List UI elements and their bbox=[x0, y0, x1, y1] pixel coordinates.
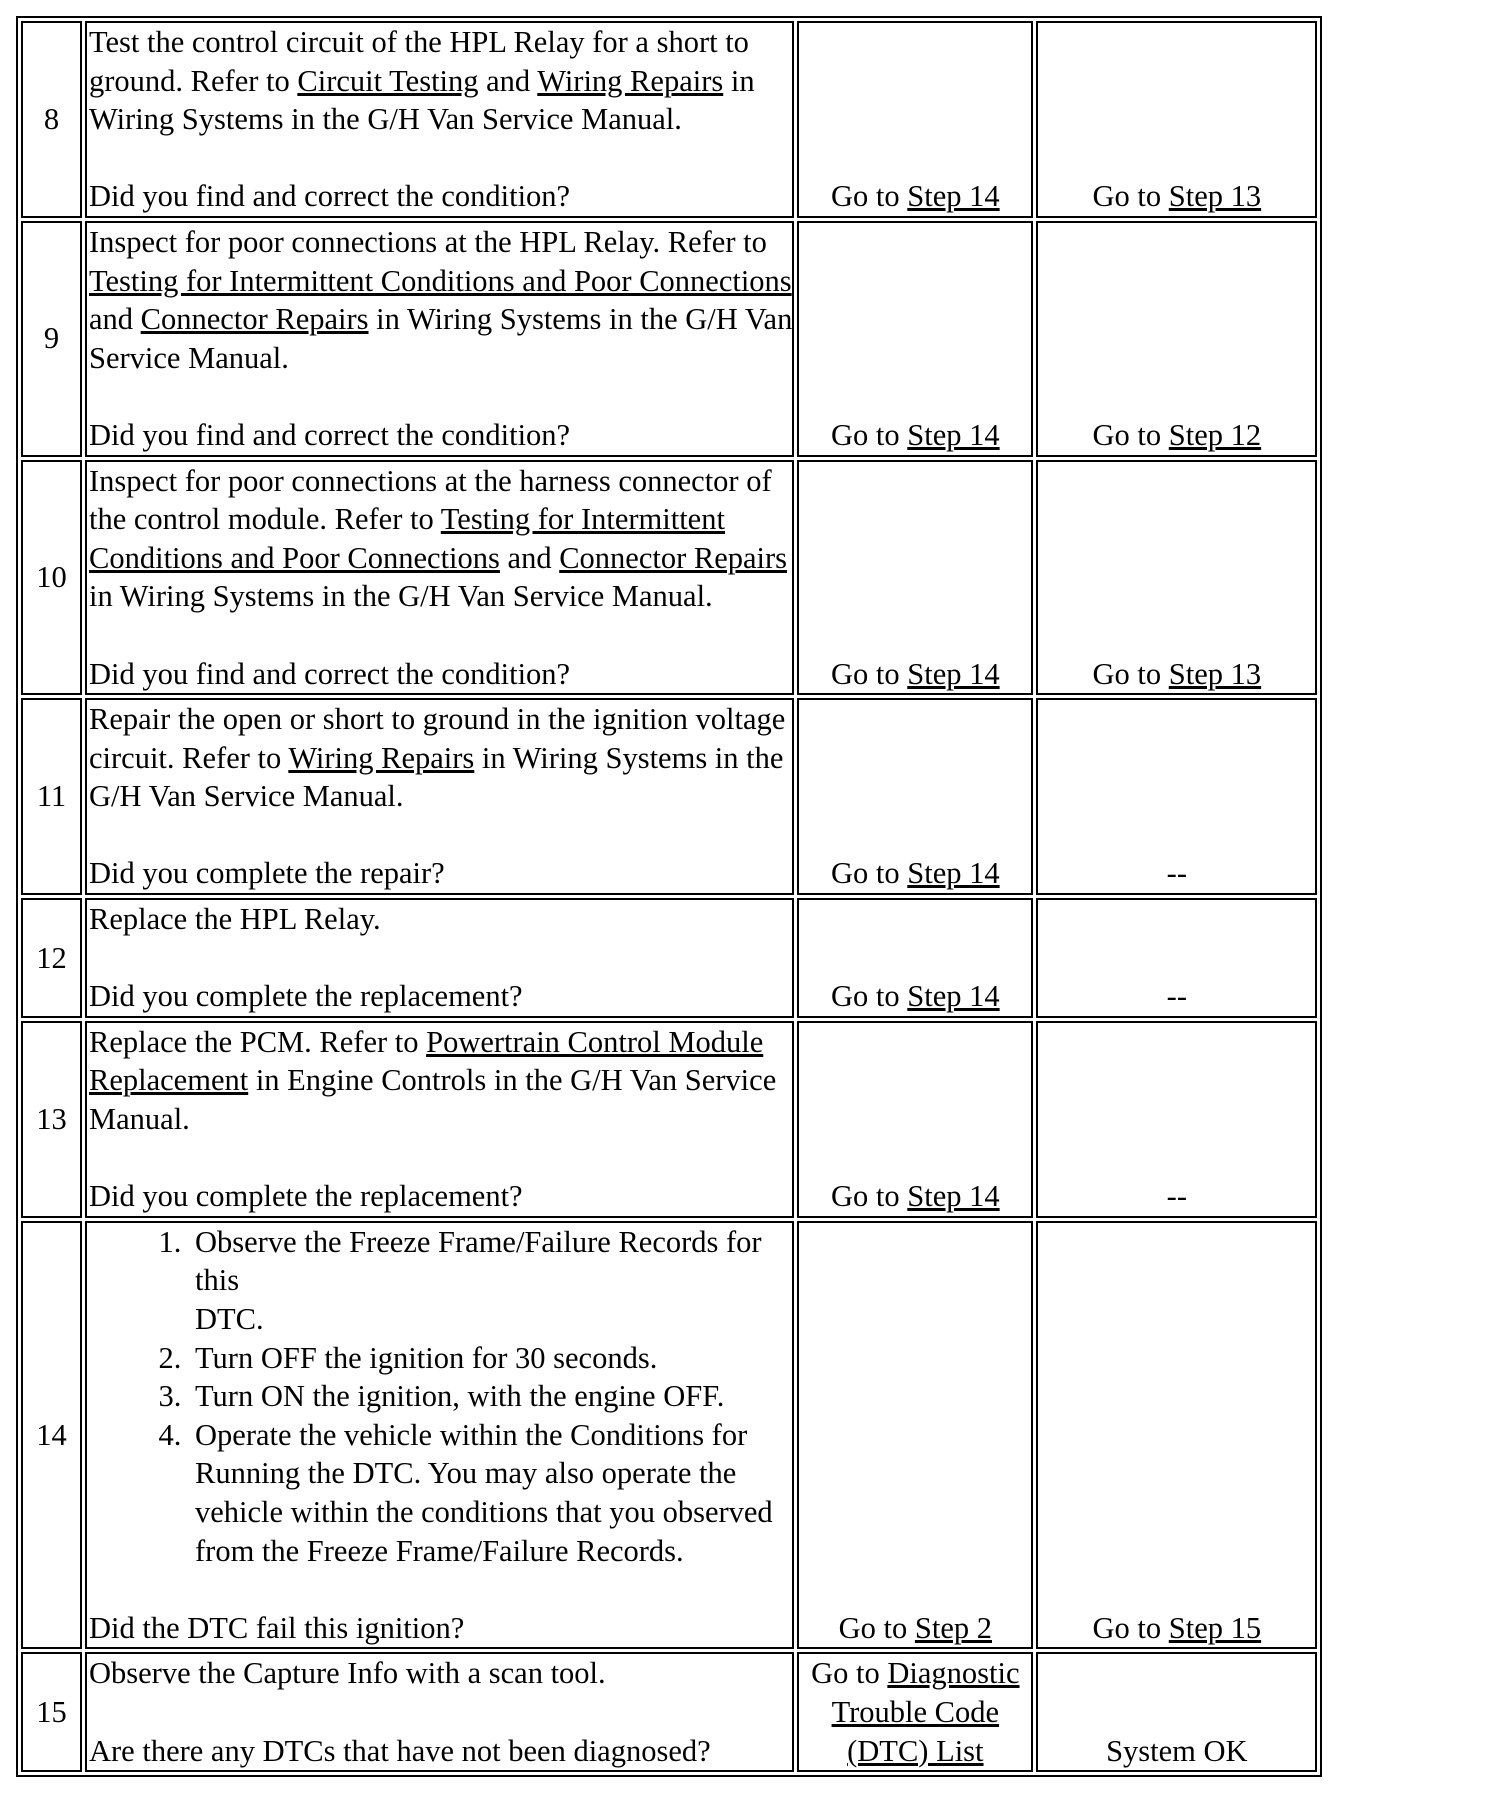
question-text: Did you find and correct the condition? bbox=[89, 179, 571, 214]
goto-line bbox=[799, 1609, 1031, 1648]
goto-line bbox=[799, 1693, 1031, 1732]
step-number: 9 bbox=[21, 221, 82, 457]
action-line bbox=[89, 62, 792, 101]
goto-step-link[interactable]: Step 14 bbox=[907, 856, 1000, 891]
action-text: circuit. Refer to bbox=[89, 740, 289, 775]
goto-step-link[interactable]: Step 14 bbox=[907, 656, 1000, 691]
action-line bbox=[89, 100, 792, 139]
no-cell bbox=[1036, 1221, 1317, 1650]
action-text: and bbox=[478, 63, 538, 98]
action-line bbox=[89, 262, 792, 301]
action-text: in Wiring Systems in the G/H Van Service Manual. bbox=[89, 579, 713, 614]
no-cell bbox=[1036, 1652, 1317, 1772]
action-line bbox=[89, 1023, 792, 1062]
goto-step-link[interactable]: Step 2 bbox=[914, 1610, 992, 1645]
goto-prefix: Go to bbox=[831, 1179, 908, 1214]
action-text: in bbox=[723, 63, 755, 98]
goto-prefix: Go to bbox=[1092, 1610, 1169, 1645]
reference-link[interactable]: Replacement bbox=[89, 1063, 249, 1098]
question-text: Did you complete the replacement? bbox=[89, 1179, 523, 1214]
goto-step-link[interactable]: Step 14 bbox=[907, 1179, 1000, 1214]
action-text: Observe the Capture Info with a scan tool. bbox=[89, 1656, 606, 1691]
action-text: Inspect for poor connections at the HPL Relay. Refer to bbox=[89, 224, 767, 259]
yes-cell bbox=[797, 1221, 1033, 1650]
action-text: Inspect for poor connections at the harness connector of bbox=[89, 463, 772, 498]
table-body bbox=[21, 21, 1317, 1772]
action-line bbox=[89, 577, 792, 616]
procedure-item bbox=[189, 1223, 792, 1339]
step-number: 8 bbox=[21, 21, 82, 218]
action-text: in Engine Controls in the G/H Van Service bbox=[248, 1063, 777, 1098]
action-text: Repair the open or short to ground in the ignition voltage bbox=[89, 702, 786, 737]
goto-prefix: Go to bbox=[811, 1656, 888, 1691]
action-text: Wiring Systems in the G/H Van Service Manual. bbox=[89, 102, 682, 137]
table-row bbox=[21, 1652, 1317, 1772]
diagnostic-trouble-code-list-link[interactable]: Trouble Code bbox=[831, 1694, 1000, 1729]
action-text: ground. Refer to bbox=[89, 63, 298, 98]
action-cell bbox=[85, 460, 794, 696]
procedure-text: 1. Observe the Freeze Frame/Failure Records for this bbox=[195, 1224, 762, 1298]
goto-prefix: Go to bbox=[831, 856, 908, 891]
goto-line bbox=[799, 1654, 1031, 1693]
goto-prefix: Go to bbox=[831, 179, 908, 214]
no-cell bbox=[1036, 221, 1317, 457]
goto-prefix: Go to bbox=[831, 417, 908, 452]
yes-cell bbox=[797, 1652, 1033, 1772]
action-text: the control module. Refer to bbox=[89, 502, 441, 537]
reference-link[interactable]: Connector Repairs bbox=[559, 540, 788, 575]
question-text: Did you complete the repair? bbox=[89, 856, 445, 891]
action-line bbox=[89, 300, 792, 339]
procedure-item bbox=[189, 1339, 792, 1378]
action-line bbox=[89, 1061, 792, 1100]
action-text: and bbox=[499, 540, 560, 575]
action-line bbox=[89, 223, 792, 262]
action-line bbox=[89, 1100, 792, 1139]
no-cell bbox=[1036, 1021, 1317, 1218]
goto-step-link[interactable]: Step 13 bbox=[1168, 179, 1262, 214]
goto-line bbox=[1038, 1609, 1315, 1648]
table-row bbox=[21, 898, 1317, 1018]
action-line bbox=[89, 739, 792, 778]
yes-cell bbox=[797, 221, 1033, 457]
goto-line bbox=[799, 1177, 1031, 1216]
spacer bbox=[89, 1570, 792, 1609]
goto-line bbox=[799, 177, 1031, 216]
procedure-text: vehicle within the conditions that you observed bbox=[195, 1494, 773, 1529]
goto-prefix: Go to bbox=[831, 979, 908, 1014]
table-row bbox=[21, 460, 1317, 696]
yes-cell bbox=[797, 21, 1033, 218]
procedure-text: 2. Turn OFF the ignition for 30 seconds. bbox=[195, 1340, 658, 1375]
action-cell bbox=[85, 698, 794, 895]
question-text: Did you find and correct the condition? bbox=[89, 656, 571, 691]
reference-link[interactable]: Wiring Repairs bbox=[288, 740, 475, 775]
yes-cell bbox=[797, 898, 1033, 1018]
procedure-list bbox=[89, 1223, 792, 1570]
spacer bbox=[89, 377, 792, 416]
action-line bbox=[89, 1654, 792, 1693]
spacer bbox=[89, 1693, 792, 1732]
reference-link[interactable]: Wiring Repairs bbox=[537, 63, 724, 98]
goto-line bbox=[799, 416, 1031, 455]
goto-step-link[interactable]: Step 14 bbox=[907, 979, 1000, 1014]
goto-line bbox=[799, 655, 1031, 694]
action-cell bbox=[85, 898, 794, 1018]
procedure-item bbox=[189, 1416, 792, 1570]
action-text: Replace the HPL Relay. bbox=[89, 902, 381, 937]
diagnostic-trouble-code-list-link[interactable]: (DTC) List bbox=[847, 1733, 984, 1768]
action-line bbox=[89, 23, 792, 62]
reference-link[interactable]: Testing for Intermittent Conditions and Poor Connections bbox=[89, 263, 792, 298]
table-row bbox=[21, 21, 1317, 218]
goto-line bbox=[1038, 655, 1315, 694]
action-line bbox=[89, 700, 792, 739]
action-cell bbox=[85, 1652, 794, 1772]
action-text: in Wiring Systems in the bbox=[474, 740, 784, 775]
no-cell bbox=[1036, 898, 1317, 1018]
question-text: Are there any DTCs that have not been diagnosed? bbox=[89, 1733, 711, 1768]
action-cell bbox=[85, 21, 794, 218]
goto-line bbox=[1038, 416, 1315, 455]
step-number: 10 bbox=[21, 460, 82, 696]
action-line bbox=[89, 339, 792, 378]
action-cell bbox=[85, 221, 794, 457]
goto-prefix: Go to bbox=[1092, 179, 1169, 214]
action-text: Replace the PCM. Refer to bbox=[89, 1024, 427, 1059]
procedure-text: DTC. bbox=[195, 1302, 264, 1336]
reference-link[interactable]: Connector Repairs bbox=[140, 302, 369, 337]
no-cell bbox=[1036, 698, 1317, 895]
action-text: in Wiring Systems in the G/H Van bbox=[368, 302, 793, 337]
table-row bbox=[21, 1021, 1317, 1218]
step-number: 14 bbox=[21, 1221, 82, 1650]
action-text: and bbox=[89, 302, 141, 337]
goto-step-link[interactable]: Step 15 bbox=[1168, 1610, 1262, 1645]
yes-cell bbox=[797, 460, 1033, 696]
result-text: System OK bbox=[1106, 1733, 1248, 1768]
table-row bbox=[21, 698, 1317, 895]
goto-step-link[interactable]: Step 14 bbox=[907, 179, 1000, 214]
result-text: -- bbox=[1166, 1179, 1187, 1214]
table-row bbox=[21, 221, 1317, 457]
reference-link[interactable]: Conditions and Poor Connections bbox=[89, 540, 500, 575]
action-cell bbox=[85, 1221, 794, 1650]
goto-line bbox=[799, 977, 1031, 1016]
reference-link[interactable]: Circuit Testing bbox=[297, 63, 479, 98]
spacer bbox=[89, 939, 792, 978]
action-cell bbox=[85, 1021, 794, 1218]
diagnostic-trouble-code-list-link[interactable]: Diagnostic bbox=[887, 1656, 1020, 1691]
action-line bbox=[89, 462, 792, 501]
goto-line bbox=[1038, 177, 1315, 216]
yes-cell bbox=[797, 698, 1033, 895]
action-line bbox=[89, 539, 792, 578]
action-line bbox=[89, 900, 792, 939]
action-line bbox=[89, 777, 792, 816]
no-cell bbox=[1036, 460, 1317, 696]
procedure-text: 3. Turn ON the ignition, with the engine OFF. bbox=[195, 1379, 725, 1414]
goto-prefix: Go to bbox=[838, 1610, 915, 1645]
procedure-text: 4. Operate the vehicle within the Conditions for bbox=[195, 1417, 748, 1452]
result-text: -- bbox=[1166, 979, 1187, 1014]
question-text: Did the DTC fail this ignition? bbox=[89, 1610, 465, 1645]
action-line bbox=[89, 500, 792, 539]
procedure-text: from the Freeze Frame/Failure Records. bbox=[195, 1533, 684, 1568]
reference-link[interactable]: Powertrain Control Module bbox=[426, 1024, 764, 1059]
spacer bbox=[89, 139, 792, 178]
diagnostic-steps-table bbox=[16, 16, 1322, 1777]
action-text: Service Manual. bbox=[89, 340, 289, 375]
goto-step-link[interactable]: Step 12 bbox=[1168, 417, 1262, 452]
goto-step-link[interactable]: Step 14 bbox=[907, 417, 1000, 452]
goto-line bbox=[799, 854, 1031, 893]
step-number: 12 bbox=[21, 898, 82, 1018]
action-text: Manual. bbox=[89, 1102, 190, 1137]
goto-prefix: Go to bbox=[831, 656, 908, 691]
result-text: -- bbox=[1166, 856, 1187, 891]
spacer bbox=[89, 1139, 792, 1178]
spacer bbox=[89, 816, 792, 855]
step-number: 15 bbox=[21, 1652, 82, 1772]
yes-cell bbox=[797, 1021, 1033, 1218]
goto-step-link[interactable]: Step 13 bbox=[1168, 656, 1262, 691]
question-text: Did you complete the replacement? bbox=[89, 979, 523, 1014]
action-text: Test the control circuit of the HPL Relay for a short to bbox=[89, 25, 749, 59]
goto-prefix: Go to bbox=[1092, 656, 1169, 691]
step-number: 13 bbox=[21, 1021, 82, 1218]
procedure-item bbox=[189, 1377, 792, 1416]
action-text: G/H Van Service Manual. bbox=[89, 779, 404, 814]
no-cell bbox=[1036, 21, 1317, 218]
step-number: 11 bbox=[21, 698, 82, 895]
question-text: Did you find and correct the condition? bbox=[89, 417, 571, 452]
goto-prefix: Go to bbox=[1092, 417, 1169, 452]
reference-link[interactable]: Testing for Intermittent bbox=[440, 502, 725, 537]
procedure-text: Running the DTC. You may also operate the bbox=[195, 1456, 737, 1491]
table-row bbox=[21, 1221, 1317, 1650]
spacer bbox=[89, 616, 792, 655]
goto-line bbox=[799, 1732, 1031, 1771]
